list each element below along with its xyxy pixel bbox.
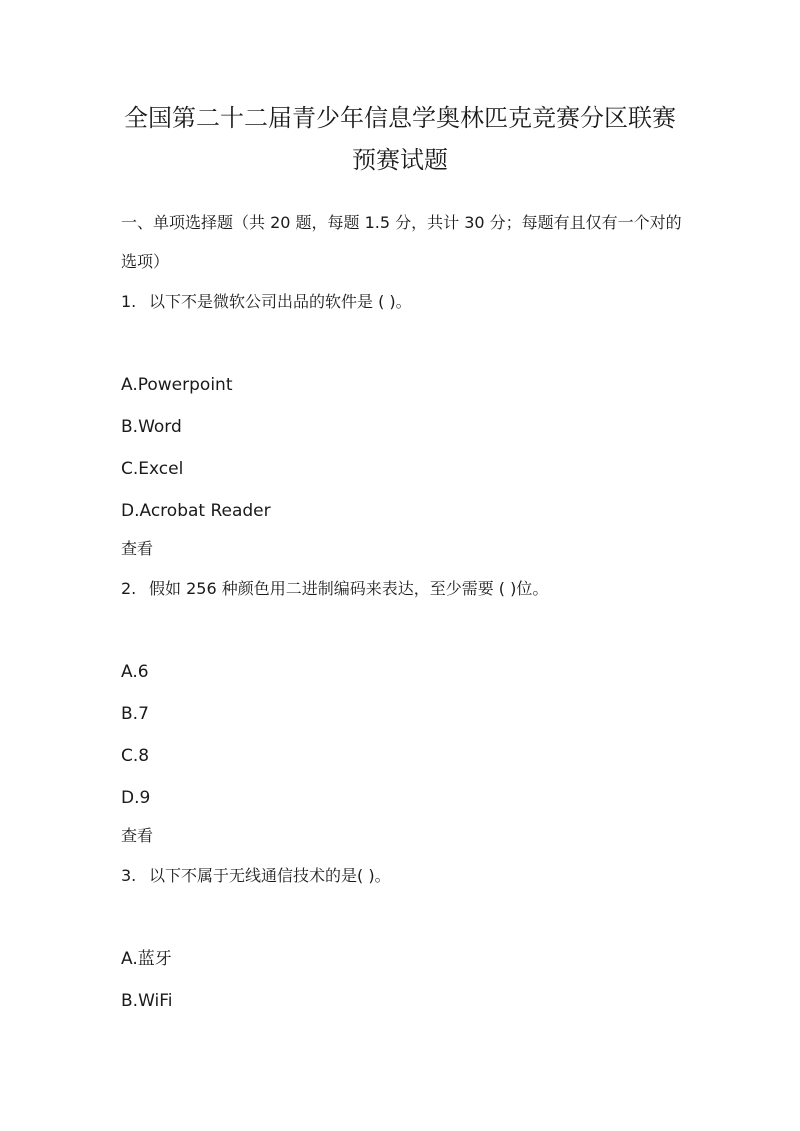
question-1-option-b: B.Word <box>121 417 182 437</box>
question-3-text: 以下不属于无线通信技术的是( )。 <box>149 866 391 885</box>
question-2-option-a: A.6 <box>121 662 149 682</box>
question-1-option-d: D.Acrobat Reader <box>121 501 271 521</box>
section-heading-line-1: 一、单项选择题（共 20 题，每题 1.5 分，共计 30 分；每题有且仅有一个对的 <box>121 213 682 232</box>
question-1-number: 1. <box>121 292 137 311</box>
question-3-option-a: A.蓝牙 <box>121 949 172 969</box>
question-2-number: 2. <box>121 579 137 598</box>
question-2-option-d: D.9 <box>121 788 151 808</box>
question-2-option-b: B.7 <box>121 704 149 724</box>
question-1-option-a: A.Powerpoint <box>121 375 233 395</box>
question-1 <box>121 291 412 313</box>
question-2-text: 假如 256 种颜色用二进制编码来表达，至少需要 ( )位。 <box>149 579 549 598</box>
document-title-line-1: 全国第二十二届青少年信息学奥林匹克竞赛分区联赛 <box>124 104 676 132</box>
question-1-view-link[interactable]: 查看 <box>121 539 154 558</box>
question-1-option-c: C.Excel <box>121 459 184 479</box>
question-2-view-link[interactable]: 查看 <box>121 826 154 845</box>
question-3-number: 3. <box>121 866 137 885</box>
question-2-option-c: C.8 <box>121 746 150 766</box>
question-3 <box>121 865 391 887</box>
question-1-text: 以下不是微软公司出品的软件是 ( )。 <box>149 292 412 311</box>
section-heading-line-2: 选项） <box>121 252 170 271</box>
document-title-line-2: 预赛试题 <box>352 146 448 174</box>
question-2 <box>121 578 548 600</box>
question-3-option-b: B.WiFi <box>121 991 173 1011</box>
